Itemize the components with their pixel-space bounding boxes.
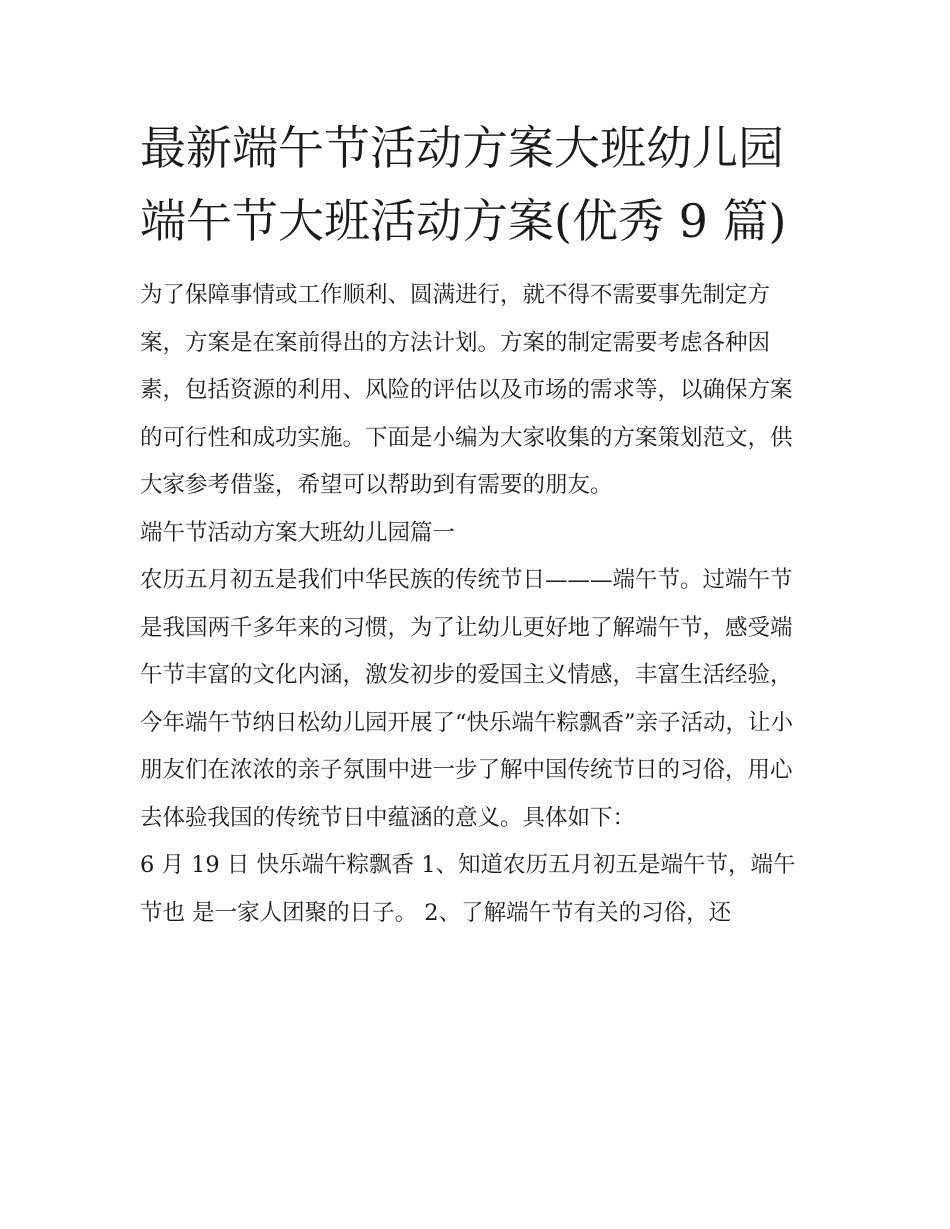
intro-paragraph: 为了保障事情或工作顺利、圆满进行，就不得不需要事先制定方案，方案是在案前得出的方法计划。方案的制定需要考虑各种因素，包括资源的利用、风险的评估以及市场的需求等，以确保方案的可行性和成功实施。下面是小编为大家收集的方案策划范文，供大家参考借鉴，希望可以帮助到有需要的朋友。: [140, 282, 793, 498]
document-content: [140, 112, 812, 937]
document-body: [140, 272, 812, 937]
body-paragraph-schedule: 6 月 19 日 快乐端午粽飘香 1、知道农历五月初五是端午节，端午节也 是一家人团聚的日子。 2、了解端午节有关的习俗，还: [140, 852, 796, 926]
body-paragraph: 农历五月初五是我们中华民族的传统节日———端午节。过端午节是我国两千多年来的习惯，为了让幼儿更好地了解端午节，感受端午节丰富的文化内涵，激发初步的爱国主义情感，丰富生活经验，今年端午节纳日松幼儿园开展了“快乐端午粽飘香”亲子活动，让小朋友们在浓浓的亲子氛围中进一步了解中国传统节日的习俗，用心去体验我国的传统节日中蕴涵的意义。具体如下：: [140, 567, 794, 831]
section-heading: 端午节活动方案大班幼儿园篇一: [140, 519, 456, 546]
document-title: 最新端午节活动方案大班幼儿园 端午节大班活动方案(优秀 9 篇): [140, 121, 787, 248]
